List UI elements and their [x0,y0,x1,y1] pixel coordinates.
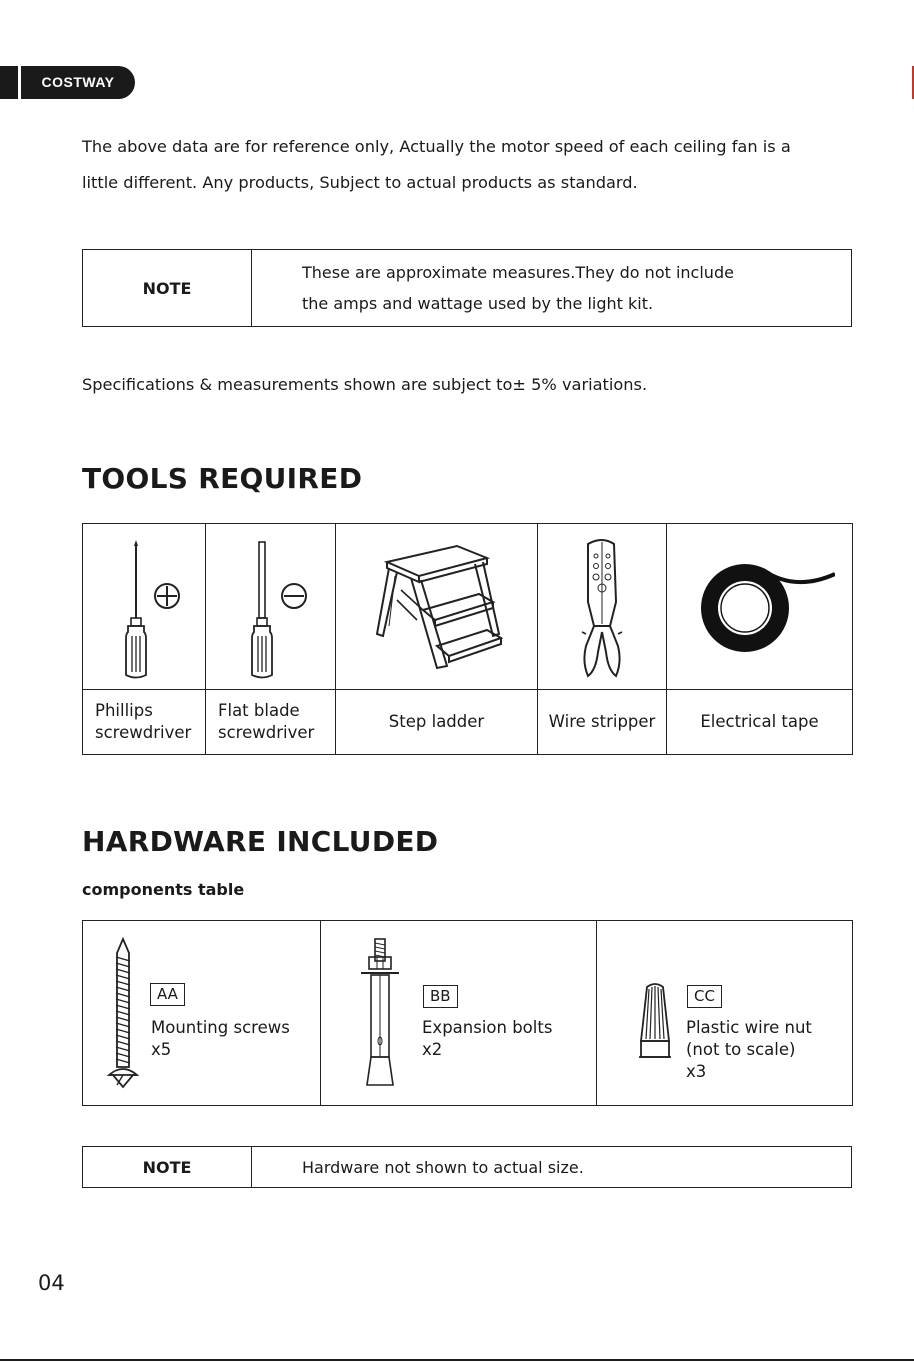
note-text: Hardware not shown to actual size. [252,1147,852,1188]
label-line: Flat blade [218,701,300,720]
code-badge-bb: BB [423,985,458,1008]
brand-bar [0,66,18,99]
expansion-bolt-icon [355,935,405,1095]
tools-heading: TOOLS REQUIRED [82,462,363,495]
note-line-2: the amps and wattage used by the light kit. [302,294,654,313]
electrical-tape-label: Electrical tape [667,690,853,755]
electrical-tape-icon [685,530,835,680]
electrical-tape-cell [667,524,853,690]
phillips-screwdriver-label [83,690,206,755]
code-badge-cc: CC [687,985,722,1008]
hardware-item-cc-text [686,1017,812,1083]
bottom-rule [0,1359,914,1361]
tools-table [82,523,853,755]
note-label: NOTE [83,250,252,327]
wire-stripper-label: Wire stripper [538,690,667,755]
step-ladder-icon [367,530,507,680]
hardware-item-bb [321,921,597,1106]
note-line-1: These are approximate measures.They do not include [302,263,734,282]
label-line: x5 [151,1040,172,1059]
intro-line-2: little different. Any products, Subject to actual products as standard. [82,173,638,192]
wire-stripper-cell [538,524,667,690]
components-subheading: components table [82,880,245,899]
note-table-hardware [82,1146,852,1188]
label-line: Expansion bolts [422,1018,553,1037]
hardware-table [82,920,853,1106]
spec-text: Specifications & measurements shown are subject to± 5% variations. [82,375,648,394]
phillips-screwdriver-icon [94,530,194,680]
label-line: (not to scale) [686,1040,796,1059]
label-line: x2 [422,1040,443,1059]
hardware-heading: HARDWARE INCLUDED [82,825,439,858]
hardware-item-aa-text [151,1017,290,1061]
wire-nut-icon [635,981,675,1063]
note-text [252,250,852,327]
label-line: Plastic wire nut [686,1018,812,1037]
label-line: screwdriver [95,723,192,742]
step-ladder-label: Step ladder [336,690,538,755]
brand-logo: COSTWAY [21,66,135,99]
note-label: NOTE [83,1147,252,1188]
label-line: Mounting screws [151,1018,290,1037]
step-ladder-cell [336,524,538,690]
hardware-item-bb-text [422,1017,552,1061]
flat-blade-screwdriver-icon [221,530,321,680]
flat-blade-screwdriver-cell [206,524,336,690]
code-badge-aa: AA [150,983,185,1006]
flat-blade-screwdriver-label [206,690,336,755]
label-line: Phillips [95,701,153,720]
intro-line-1: The above data are for reference only, Actually the motor speed of each ceiling fan is a [82,137,791,156]
label-line: x3 [686,1062,707,1081]
phillips-screwdriver-cell [83,524,206,690]
label-line: screwdriver [218,723,315,742]
wire-stripper-icon [552,530,652,680]
page-number: 04 [38,1271,65,1295]
note-table-measures [82,249,852,327]
mounting-screw-icon [103,935,143,1093]
intro-paragraph [82,129,791,201]
hardware-item-cc [597,921,853,1106]
hardware-item-aa [83,921,321,1106]
